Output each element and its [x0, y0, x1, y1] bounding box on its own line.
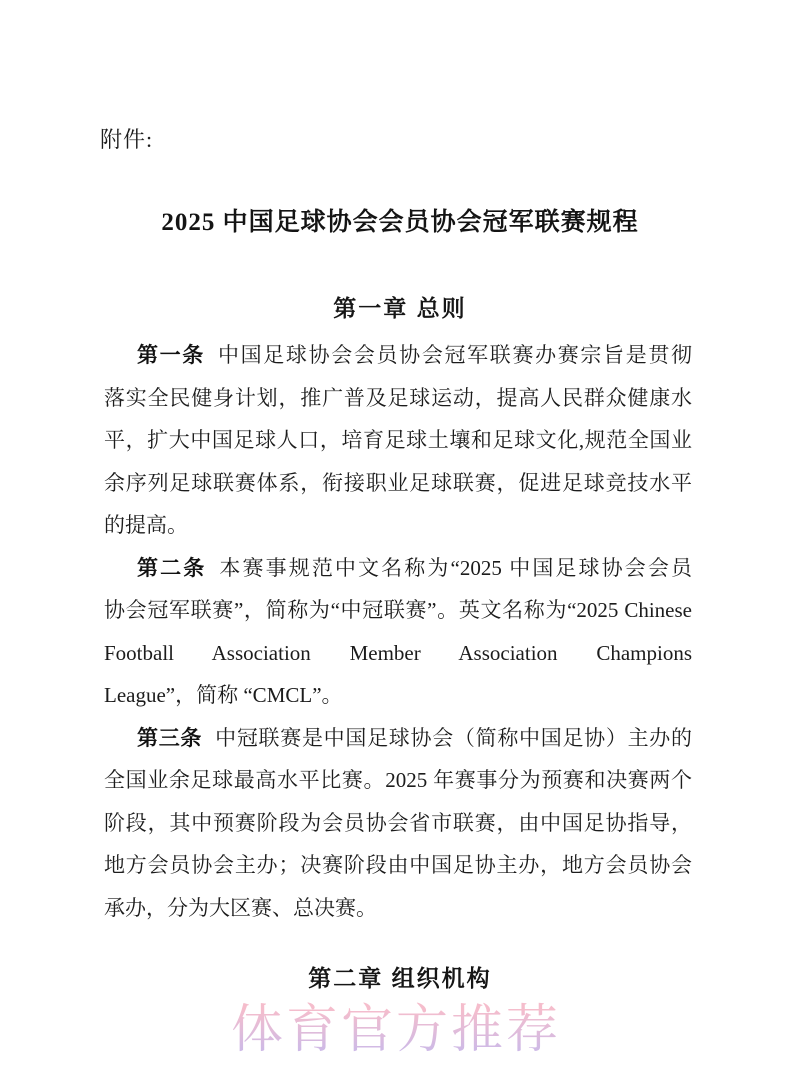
body-line: [104, 377, 692, 420]
body-line-text: 平，扩大中国足球人口，培育足球土壤和足球文化,规范全国业: [104, 428, 692, 452]
body-line: [104, 419, 692, 462]
body-line: [104, 462, 692, 505]
chapter-2-heading: 第二章 组织机构: [308, 965, 492, 991]
body-line: [104, 759, 692, 802]
body-line-text: 中国足球协会会员协会冠军联赛办赛宗旨是贯彻: [217, 343, 693, 367]
body-line: [104, 632, 692, 675]
body-line-text: Football Association Member Association Champions: [104, 640, 692, 665]
watermark-text: 体育官方推荐: [0, 1000, 792, 1062]
body-line-text: 本赛事规范中文名称为“2025 中国足球协会会员: [219, 555, 693, 580]
body-line: [104, 547, 692, 590]
article-number: 第三条: [137, 725, 203, 750]
body-line: [104, 717, 692, 760]
article-number: 第一条: [137, 343, 205, 367]
body-line: [104, 504, 692, 547]
body-line-text: 承办，分为大区赛、总决赛。: [104, 895, 377, 920]
body-line-text: 的提高。: [104, 513, 188, 537]
body-line-text: 全国业余足球最高水平比赛。2025 年赛事分为预赛和决赛两个: [104, 768, 692, 792]
attachment-label: 附件:: [100, 127, 154, 152]
article-number: 第二条: [137, 555, 207, 580]
body-line-text: 落实全民健身计划，推广普及足球运动，提高人民群众健康水: [104, 385, 692, 410]
body-line: [104, 802, 692, 845]
body-line: [104, 887, 692, 930]
chapter-1-heading: 第一章 总则: [333, 295, 467, 321]
body-line-text: 地方会员协会主办；决赛阶段由中国足协主办，地方会员协会: [104, 853, 692, 877]
body-line-text: 协会冠军联赛”，简称为“中冠联赛”。英文名称为“2025 Chinese: [104, 598, 692, 622]
body-line-text: 中冠联赛是中国足球协会（简称中国足协）主办的: [215, 725, 692, 750]
body-line-text: League”，简称 “CMCL”。: [104, 683, 343, 707]
body-line-text: 余序列足球联赛体系，衔接职业足球联赛，促进足球竞技水平: [104, 470, 692, 495]
body-line-text: 阶段，其中预赛阶段为会员协会省市联赛，由中国足协指导，: [104, 810, 692, 835]
body-line: [104, 844, 692, 887]
document-title: 2025 中国足球协会会员协会冠军联赛规程: [161, 209, 639, 236]
document-body: [104, 334, 692, 929]
body-line: [104, 334, 692, 377]
body-line: [104, 589, 692, 632]
body-line: [104, 674, 692, 717]
